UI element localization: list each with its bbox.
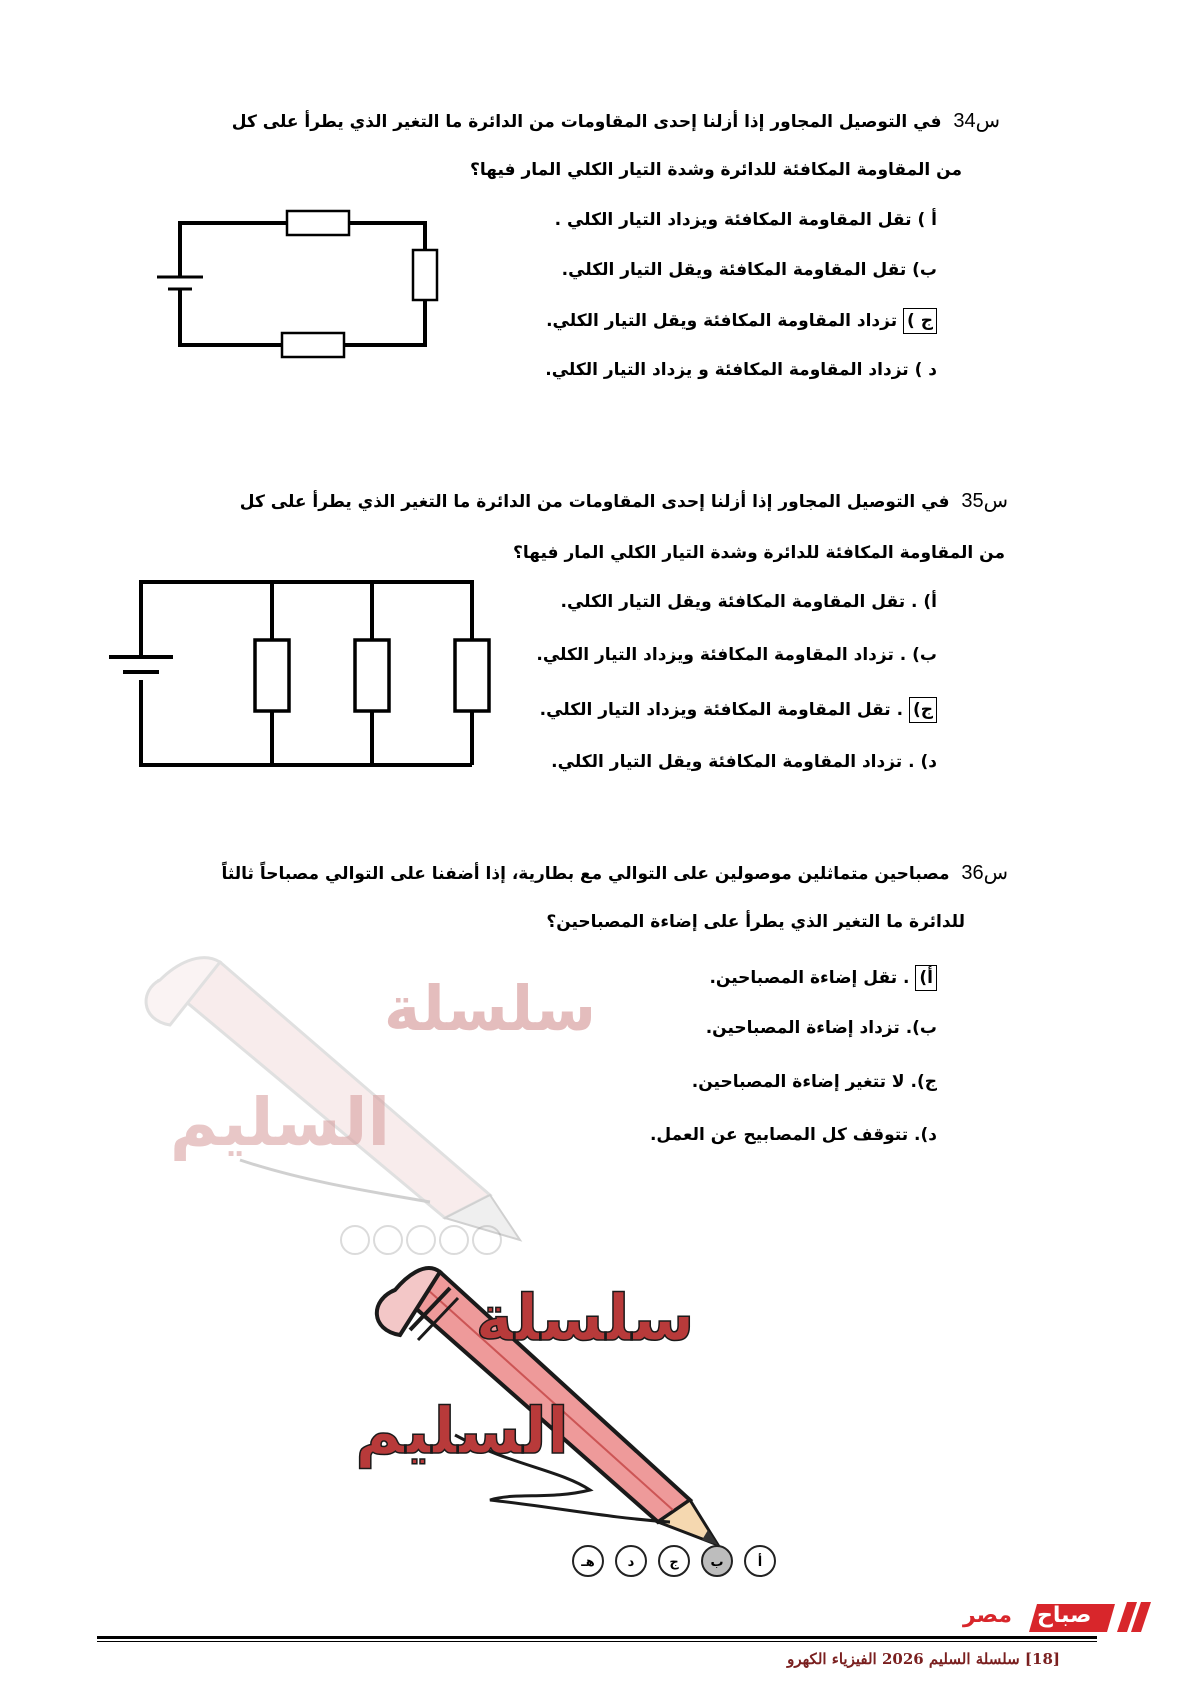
q34-option-d-text: تزداد المقاومة المكافئة و يزداد التيار الكلي. bbox=[545, 360, 909, 380]
q34-resistor-bottom bbox=[282, 333, 344, 357]
q35-option-c[interactable] bbox=[540, 697, 937, 723]
q34-option-c-letter-boxed: ج ) bbox=[903, 308, 937, 334]
q34-resistor-right bbox=[413, 250, 437, 300]
q35-resistor-2 bbox=[355, 640, 389, 711]
q36-stem-line2: للدائرة ما التغير الذي يطرأ على إضاءة المصباحين؟ bbox=[546, 912, 965, 932]
q34-option-b-text: تقل المقاومة المكافئة ويقل التيار الكلي. bbox=[561, 260, 907, 280]
q34-option-c-text: تزداد المقاومة المكافئة ويقل التيار الكلي. bbox=[546, 311, 898, 331]
q34-option-a-text: تقل المقاومة المكافئة ويزداد التيار الكلي . bbox=[554, 210, 912, 230]
q36-option-c-letter: ج). bbox=[910, 1072, 937, 1092]
q34-option-d[interactable] bbox=[545, 360, 937, 380]
circle-jeem-label: ج bbox=[669, 1555, 679, 1570]
q35-option-c-letter-boxed: ج) bbox=[909, 697, 937, 723]
q36-option-a-text: . تقل إضاءة المصباحين. bbox=[709, 968, 910, 988]
watermark-pencil-logo bbox=[100, 940, 600, 1260]
q36-option-b-letter: ب). bbox=[905, 1018, 937, 1038]
q36-number-prefix: س bbox=[983, 862, 1008, 884]
circle-he-label: هـ bbox=[581, 1555, 595, 1570]
footer-caption bbox=[787, 1650, 1060, 1668]
q35-option-a-letter: أ) bbox=[923, 592, 937, 612]
q35-option-d-letter: د) bbox=[920, 752, 937, 772]
q35-option-b[interactable] bbox=[536, 645, 937, 665]
circle-alif-label: أ bbox=[757, 1555, 763, 1570]
q34-stem-line2: من المقاومة المكافئة للدائرة وشدة التيار الكلي المار فيها؟ bbox=[470, 160, 962, 180]
circle-dal-label: د bbox=[627, 1555, 635, 1570]
q34-resistor-top bbox=[287, 211, 349, 235]
q35-line2 bbox=[0, 543, 1005, 563]
q36-option-a-letter-boxed: أ) bbox=[915, 965, 937, 991]
q34-line2 bbox=[0, 160, 962, 180]
footer-rule-thick bbox=[97, 1636, 1097, 1639]
logo-subtitle: السليم bbox=[355, 1395, 569, 1469]
q35-option-b-text: . تزداد المقاومة المكافئة ويزداد التيار الكلي. bbox=[536, 645, 907, 665]
q35-resistor-3 bbox=[455, 640, 489, 711]
q36-option-b[interactable] bbox=[706, 1018, 937, 1038]
q36-option-c-text: لا تتغير إضاءة المصباحين. bbox=[691, 1072, 905, 1092]
q34-option-c[interactable] bbox=[546, 308, 937, 334]
footer-page-number: [18] bbox=[1024, 1650, 1060, 1668]
q36-option-d-text: تتوقف كل المصابيح عن العمل. bbox=[649, 1125, 909, 1145]
q36-option-a[interactable] bbox=[709, 965, 937, 991]
footer-series-title: سلسلة السليم 2026 الفيزياء الكهرو bbox=[787, 1650, 1020, 1668]
q34-option-a[interactable] bbox=[555, 210, 937, 230]
q35-option-d-text: . تزداد المقاومة المكافئة ويقل التيار الكلي. bbox=[551, 752, 915, 772]
q35-number-prefix: س bbox=[983, 490, 1008, 512]
q35-option-b-letter: ب) bbox=[912, 645, 937, 665]
q35-battery bbox=[109, 657, 173, 672]
q36-option-b-text: تزداد إضاءة المصباحين. bbox=[705, 1018, 900, 1038]
q36-option-d[interactable] bbox=[650, 1125, 937, 1145]
brand-logo bbox=[955, 1600, 1155, 1636]
q34-number-prefix: س bbox=[975, 110, 1000, 132]
q35-option-a[interactable] bbox=[561, 592, 938, 612]
brand-word-sabah: صباح bbox=[1037, 1603, 1092, 1628]
watermark-subtitle: السليم bbox=[169, 1084, 391, 1161]
q34-series-circuit-diagram bbox=[140, 190, 470, 380]
q34-option-b[interactable] bbox=[562, 260, 937, 280]
q35-number: 35 bbox=[961, 490, 984, 512]
q36-line1 bbox=[0, 860, 1008, 885]
q34-stem-line1: في التوصيل المجاور إذا أزلنا إحدى المقاومات من الدائرة ما التغير الذي يطرأ على كل bbox=[231, 112, 942, 132]
logo-answer-circles bbox=[570, 1543, 782, 1579]
brand-word-masr: مصر bbox=[963, 1603, 1012, 1628]
q36-option-d-letter: د). bbox=[914, 1125, 937, 1145]
footer-rule-thin bbox=[97, 1641, 1097, 1642]
q35-stem-line1: في التوصيل المجاور إذا أزلنا إحدى المقاومات من الدائرة ما التغير الذي يطرأ على كل bbox=[239, 492, 950, 512]
circle-ba-label: ب bbox=[710, 1555, 724, 1570]
q35-stem-line2: من المقاومة المكافئة للدائرة وشدة التيار الكلي المار فيها؟ bbox=[513, 543, 1005, 563]
q36-line2 bbox=[0, 912, 965, 932]
q34-option-b-letter: ب) bbox=[912, 260, 937, 280]
q34-number: 34 bbox=[953, 110, 976, 132]
q34-option-a-letter: أ ) bbox=[917, 210, 937, 230]
watermark-title: سلسلة bbox=[383, 972, 597, 1045]
q35-parallel-circuit-diagram bbox=[105, 575, 485, 775]
q36-stem-line1: مصباحين متماثلين موصولين على التوالي مع بطارية، إذا أضفنا على التوالي مصباحاً ثالثاً bbox=[221, 864, 950, 884]
q35-option-d[interactable] bbox=[551, 752, 937, 772]
q35-option-c-text: . تقل المقاومة المكافئة ويزداد التيار الكلي. bbox=[539, 700, 904, 720]
logo-title: سلسلة bbox=[475, 1282, 695, 1356]
watermark-circles bbox=[341, 1226, 501, 1254]
q35-option-a-text: . تقل المقاومة المكافئة ويقل التيار الكلي. bbox=[560, 592, 918, 612]
q34-option-d-letter: د ) bbox=[914, 360, 937, 380]
q35-line1 bbox=[0, 488, 1008, 513]
q34-battery bbox=[157, 275, 203, 289]
q36-number: 36 bbox=[961, 862, 984, 884]
q36-option-c[interactable] bbox=[692, 1072, 937, 1092]
q34-line1 bbox=[0, 108, 1000, 133]
q35-resistor-1 bbox=[255, 640, 289, 711]
series-logo-pencil bbox=[340, 1260, 810, 1570]
